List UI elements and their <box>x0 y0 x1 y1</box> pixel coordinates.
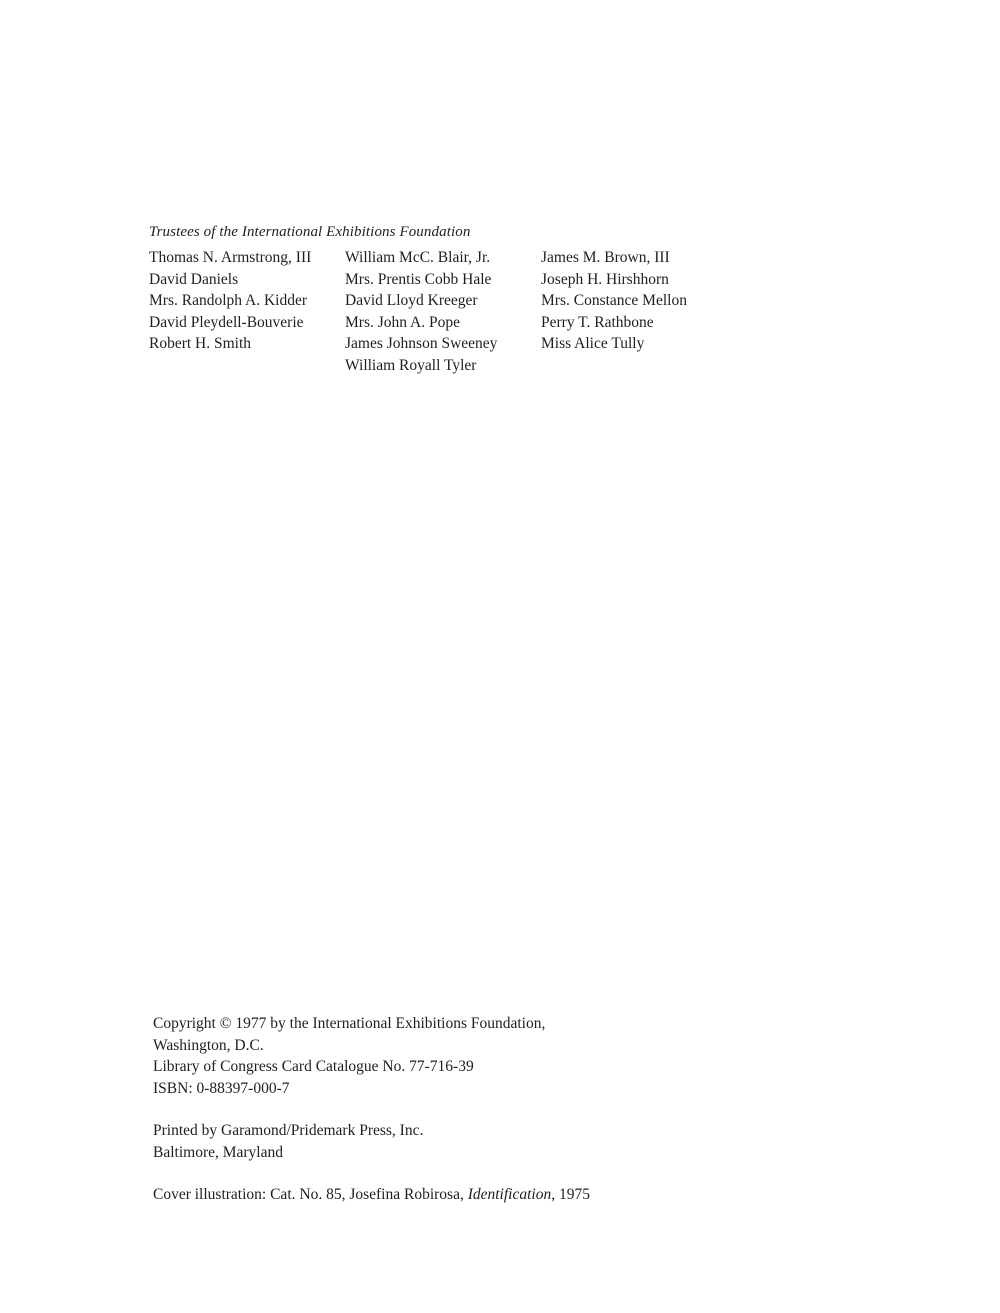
trustee-name: Robert H. Smith <box>149 335 252 353</box>
cover-illustration-year: 1975 <box>555 1186 590 1203</box>
trustee-column-1 <box>149 247 311 355</box>
trustee-name: Perry T. Rathbone <box>541 313 654 331</box>
cover-illustration-title: Identification, <box>467 1186 556 1203</box>
spacer <box>153 1163 853 1184</box>
trustee-column-2 <box>345 247 497 377</box>
printer-line: Printed by Garamond/Pridemark Press, Inc. <box>153 1122 424 1139</box>
library-catalogue-line: Library of Congress Card Catalogue No. 77-716-39 <box>153 1058 474 1075</box>
trustee-name: James Johnson Sweeney <box>345 335 498 353</box>
trustees-heading: Trustees of the International Exhibitions Foundation <box>149 224 471 240</box>
trustee-name: David Lloyd Kreeger <box>345 292 478 310</box>
trustee-name: James M. Brown, III <box>541 249 670 266</box>
trustee-name: William Royall Tyler <box>345 356 477 374</box>
trustee-name: Mrs. Prentis Cobb Hale <box>345 270 492 288</box>
cover-illustration-prefix: Cover illustration: Cat. No. 85, Josefina Robirosa, <box>153 1186 468 1203</box>
printer-location: Baltimore, Maryland <box>153 1143 283 1161</box>
trustee-name: William McC. Blair, Jr. <box>345 249 491 266</box>
trustee-name: Joseph H. Hirshhorn <box>541 270 669 288</box>
spacer <box>153 1099 853 1120</box>
trustee-name: Mrs. Constance Mellon <box>541 292 687 310</box>
trustee-list <box>149 247 769 387</box>
trustee-name: David Daniels <box>149 270 239 288</box>
trustee-column-3 <box>541 247 687 355</box>
cover-illustration-line <box>153 1184 853 1206</box>
isbn-line: ISBN: 0-88397-000-7 <box>153 1079 290 1097</box>
trustee-name: Miss Alice Tully <box>541 335 645 353</box>
trustee-name: Mrs. Randolph A. Kidder <box>149 292 308 310</box>
trustee-name: Thomas N. Armstrong, III <box>149 249 312 266</box>
trustee-name: David Pleydell-Bouverie <box>149 313 304 331</box>
trustees-section <box>149 221 769 387</box>
trustee-name: Mrs. John A. Pope <box>345 313 460 331</box>
copyright-line: Copyright © 1977 by the International Exhibitions Foundation, <box>153 1015 546 1032</box>
colophon-section <box>153 1013 853 1206</box>
copyright-location: Washington, D.C. <box>153 1036 264 1054</box>
